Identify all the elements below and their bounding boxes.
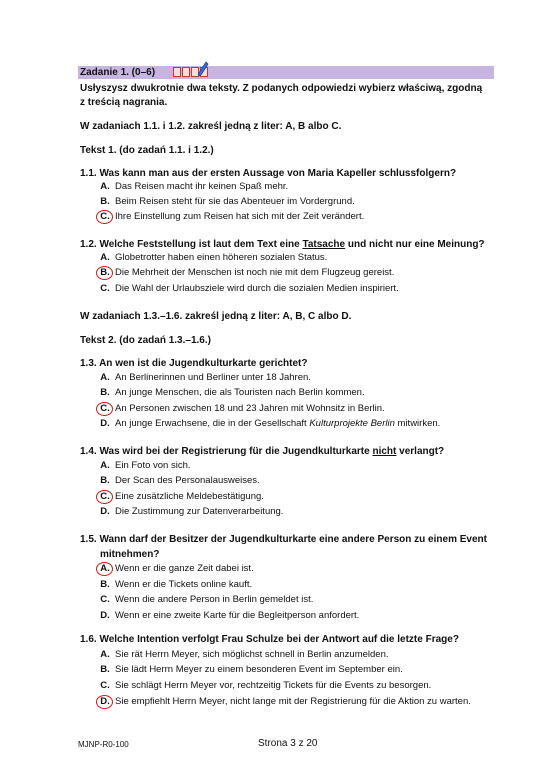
option-text: Wenn er eine zweite Karte für die Begleitperson anfordert. <box>115 610 360 621</box>
instruction-2: W zadaniach 1.3.–1.6. zakreśl jedną z liter: A, B, C albo D. <box>80 311 352 322</box>
answer-circle <box>96 562 113 576</box>
answer-circle <box>96 210 113 224</box>
answer-circle <box>96 490 113 504</box>
page-number: Strona 3 z 20 <box>258 738 318 749</box>
option-letter[interactable]: C. <box>100 211 110 222</box>
instruction-1: W zadaniach 1.1. i 1.2. zakreśl jedną z liter: A, B albo C. <box>80 121 342 132</box>
option-letter[interactable]: B. <box>100 267 110 278</box>
question-1-2: 1.2. Welche Feststellung ist laut dem Text eine Tatsache und nicht nur eine Meinung? <box>80 239 485 250</box>
option-letter[interactable]: B. <box>100 475 110 486</box>
option-letter[interactable]: C. <box>100 680 110 691</box>
task-title: Zadanie 1. (0–6) <box>80 67 156 78</box>
option-text: Ihre Einstellung zum Reisen hat sich mit der Zeit verändert. <box>115 211 365 222</box>
option-letter[interactable]: A. <box>100 181 110 192</box>
option-text: Eine zusätzliche Meldebestätigung. <box>115 491 264 502</box>
option-text: Wenn die andere Person in Berlin gemeldet ist. <box>115 594 314 605</box>
intro-line-2: z treścią nagrania. <box>80 97 168 108</box>
option-letter[interactable]: D. <box>100 418 110 429</box>
text-2-heading: Tekst 2. (do zadań 1.3.–1.6.) <box>80 335 211 346</box>
answer-circle <box>96 266 113 280</box>
option-text: Ein Foto von sich. <box>115 460 191 471</box>
intro-line-1: Usłyszysz dwukrotnie dwa teksty. Z podanych odpowiedzi wybierz właściwą, zgodną <box>80 83 483 94</box>
option-text: Sie empfiehlt Herrn Meyer, nicht lange mit der Registrierung für die Aktion zu warten. <box>115 696 471 707</box>
option-letter[interactable]: B. <box>100 196 110 207</box>
option-letter[interactable]: A. <box>100 649 110 660</box>
option-letter[interactable]: C. <box>100 491 110 502</box>
option-letter[interactable]: B. <box>100 387 110 398</box>
question-1-4: 1.4. Was wird bei der Registrierung für die Jugendkulturkarte nicht verlangt? <box>80 446 445 457</box>
answer-circle <box>96 402 113 416</box>
option-text: Beim Reisen steht für sie das Abenteuer im Vordergrund. <box>115 196 355 207</box>
option-text: Sie lädt Herrn Meyer zu einem besonderen Event im September ein. <box>115 664 403 675</box>
question-1-5-line-1: 1.5. Wann darf der Besitzer der Jugendkulturkarte eine andere Person zu einem Event <box>80 534 487 545</box>
option-letter[interactable]: A. <box>100 563 110 574</box>
option-text: An Berlinerinnen und Berliner unter 18 Jahren. <box>115 372 311 383</box>
option-text: Das Reisen macht ihr keinen Spaß mehr. <box>115 181 289 192</box>
option-text: Sie schlägt Herrn Meyer vor, rechtzeitig Tickets für die Events zu besorgen. <box>115 680 432 691</box>
option-letter[interactable]: D. <box>100 506 110 517</box>
option-letter[interactable]: A. <box>100 252 110 263</box>
option-text: Die Mehrheit der Menschen ist noch nie mit dem Flugzeug gereist. <box>115 267 395 278</box>
option-text: Die Wahl der Urlaubsziele wird durch die sozialen Medien inspiriert. <box>115 283 399 294</box>
option-letter[interactable]: B. <box>100 579 110 590</box>
option-letter[interactable]: D. <box>100 696 110 707</box>
question-1-6: 1.6. Welche Intention verfolgt Frau Schulze bei der Antwort auf die letzte Frage? <box>80 634 459 645</box>
option-letter[interactable]: A. <box>100 372 110 383</box>
option-text: An junge Menschen, die als Touristen nach Berlin kommen. <box>115 387 365 398</box>
answer-circle <box>96 695 113 709</box>
option-letter[interactable]: C. <box>100 283 110 294</box>
question-1-5-line-2: mitnehmen? <box>100 549 160 560</box>
option-text: Der Scan des Personalausweises. <box>115 475 260 486</box>
option-letter[interactable]: D. <box>100 610 110 621</box>
option-text: Wenn er die Tickets online kauft. <box>115 579 253 590</box>
pen-icon <box>197 61 209 79</box>
text-1-heading: Tekst 1. (do zadań 1.1. i 1.2.) <box>80 145 214 156</box>
option-letter[interactable]: A. <box>100 460 110 471</box>
question-1-1: 1.1. Was kann man aus der ersten Aussage von Maria Kapeller schlussfolgern? <box>80 168 457 179</box>
option-text: Wenn er die ganze Zeit dabei ist. <box>115 563 254 574</box>
question-1-3: 1.3. An wen ist die Jugendkulturkarte gerichtet? <box>80 358 308 369</box>
option-letter[interactable]: B. <box>100 664 110 675</box>
exam-code: MJNP-R0-100 <box>78 740 129 749</box>
option-text: Die Zustimmung zur Datenverarbeitung. <box>115 506 284 517</box>
option-letter[interactable]: C. <box>100 403 110 414</box>
option-letter[interactable]: C. <box>100 594 110 605</box>
option-text: Sie rät Herrn Meyer, sich möglichst schnell in Berlin anzumelden. <box>115 649 389 660</box>
option-text: Globetrotter haben einen höheren sozialen Status. <box>115 252 328 263</box>
option-text: An junge Erwachsene, die in der Gesellschaft Kulturprojekte Berlin mitwirken. <box>115 418 441 429</box>
option-text: An Personen zwischen 18 und 23 Jahren mit Wohnsitz in Berlin. <box>115 403 385 414</box>
